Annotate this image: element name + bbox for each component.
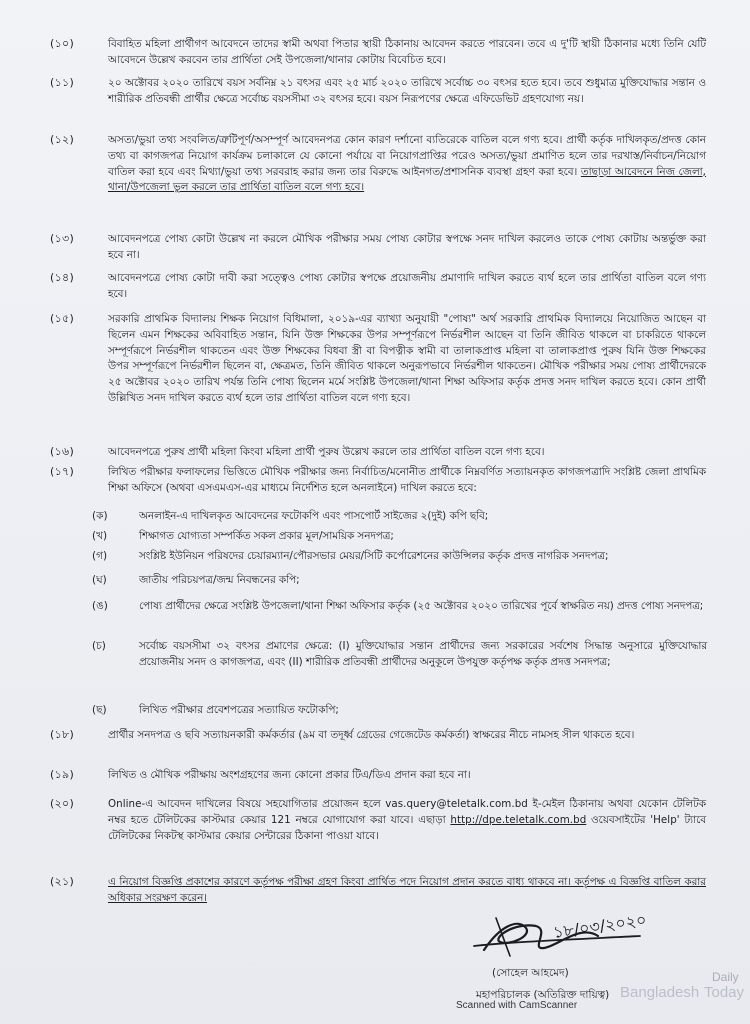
clause-number: (১৩) [50, 232, 75, 245]
subitem-text: পোষ্য প্রার্থীদের ক্ষেত্রে সংশ্লিষ্ট উপজেলা/থানা শিক্ষা অফিসার কর্তৃক (২৫ অক্টোবর ২০২০ তারিখের পূর্বে স্বাক্ষরিত নয়) প্রদত্ত পোষ্য সনদপত্র; [139, 600, 704, 612]
clause-text: আবেদনপত্রে পুরুষ প্রার্থী মহিলা কিংবা মহিলা প্রার্থী পুরুষ উল্লেখ করলে তার প্রার্থিতা বাতিল বলে গণ্য হবে। [108, 446, 545, 458]
subitem-mark: (গ) [92, 550, 108, 562]
clause-text-main: অসত্য/ভুয়া তথ্য সংবলিত/ত্রুটিপূর্ণ/অসম্পূর্ণ আবেদনপত্র কোন কারণ দর্শানো ব্যতিরেকে বাতিল বলে গণ্য হবে। প্রার্থী কর্তৃক দাখিলকৃত/প্রদত্ত কোন তথ্য বা কাগজপত্র নিয়োগ কার্যক্রম চলাকালে যে কোনো পর্যায়ে বা নিয়োগপ্রাপ্তির পরেও অসত্য/ভুয়া প্রমাণিত হলে তার দরখাস্ত/নির্বাচন/নিয়োগ বাতিল করা হবে এবং মিথ্যা/ভুয়া তথ্য সরবরাহ করার জন্য তার বিরুদ্ধে আইনগত/প্রশাসনিক ব্যবস্থা গ্রহণ করা হবে। [108, 134, 706, 178]
clause-text: ২০ অক্টোবর ২০২০ তারিখে বয়স সর্বনিম্ন ২১ বৎসর এবং ২৫ মার্চ ২০২০ তারিখে সর্বোচ্চ ৩০ বৎসর হতে হবে। তবে শুধুমাত্র মুক্তিযোদ্ধার সন্তান ও শারীরিক প্রতিবন্ধী প্রার্থীর ক্ষেত্রে সর্বোচ্চ বয়সসীমা ৩২ বৎসর হবে। বয়স নিরূপণের ক্ষেত্রে এফিডেভিট গ্রহণযোগ্য নয়। [108, 77, 706, 105]
clause-text: বিবাহিত মহিলা প্রার্থীগণ আবেদনে তাদের স্বামী অথবা পিতার স্থায়ী ঠিকানায় আবেদন করতে পারবেন। তবে এ দু'টি স্থায়ী ঠিকানার মধ্যে তিনি যেটি আবেদনে উল্লেখ করবেন তার প্রার্থিতা সেই উপজেলা/থানার কোটায় বিবেচিত হবে। [108, 38, 706, 66]
subitem-mark: (ছ) [92, 704, 107, 716]
clause-text: লিখিত পরীক্ষার ফলাফলের ভিত্তিতে মৌখিক পরীক্ষার জন্য নির্বাচিত/মনোনীত প্রার্থীকে নিম্নবর্ণিত সত্যায়নকৃত কাগজপত্রাদি সংশ্লিষ্ট জেলা প্রাথমিক শিক্ষা অফিসে (অথবা এসএমএস-এর মাধ্যমে নির্দেশিত হলে অনলাইনে) দাখিল করতে হবে: [108, 466, 706, 494]
clause-text: আবেদনপত্রে পোষ্য কোটা দাবী করা সত্ত্বেও পোষ্য কোটার স্বপক্ষে প্রয়োজনীয় প্রমাণাদি দাখিল করতে ব্যর্থ হলে তার প্রার্থিতা বাতিল বলে গণ্য হবে। [108, 272, 706, 300]
website-link[interactable]: http://dpe.teletalk.com.bd [450, 813, 587, 826]
clause-text [108, 875, 706, 907]
subitem-mark: (ঙ) [92, 600, 108, 612]
handwritten-date: ১৮/০৩/২০২০ [551, 910, 648, 942]
subitem-mark: (ক) [92, 510, 108, 522]
clause-number: (১৭) [50, 465, 75, 478]
signatory-title: মহাপরিচালক (অতিরিক্ত দায়িত্ব) [476, 989, 610, 1001]
signatory-name: (সোহেল আহমেদ) [492, 967, 569, 979]
clause-text-underlined: তাছাড়া আবেদনে নিজ জেলা, থানা/উপজেলা ভুল করলে তার প্রার্থিতা বাতিল বলে গণ্য হবে। [108, 165, 707, 194]
clause-text-a: Online-এ আবেদন দাখিলের বিষয়ে সহযোগিতার প্রয়োজন হলে vas.query@teletalk.com.bd ই-মেইল ঠিকানায় অথবা যেকোন টেলিটক নম্বর হতে টেলিটকের কাস্টমার কেয়ার 121 নম্বরে যোগাযোগ করা যাবে। এছাড়া [108, 798, 706, 826]
watermark-word: Bangladesh [620, 984, 700, 1001]
subitem-mark: (চ) [92, 640, 106, 652]
clause-number: (১৮) [50, 728, 75, 741]
watermark-logo [600, 970, 750, 1020]
clause-text-underlined: এ নিয়োগ বিজ্ঞপ্তি প্রকাশের কারণে কর্তৃপক্ষ পরীক্ষা গ্রহণ কিংবা প্রার্থিত পদে নিয়োগ প্রদান করতে বাধ্য থাকবে না। কর্তৃপক্ষ এ বিজ্ঞপ্তি বাতিল করার অধিকার সংরক্ষণ করেন। [108, 876, 706, 904]
subitem-mark: (খ) [92, 530, 108, 542]
watermark-word: Daily [712, 970, 739, 984]
clause-text: লিখিত ও মৌখিক পরীক্ষায় অংশগ্রহণের জন্য কোনো প্রকার টিএ/ডিএ প্রদান করা হবে না। [108, 769, 471, 781]
handwritten-signature [470, 906, 720, 966]
watermark-word: Today [704, 984, 745, 1001]
clause-number: (১৫) [50, 312, 75, 325]
subitem-text: শিক্ষাগত যোগ্যতা সম্পর্কিত সকল প্রকার মূল/সাময়িক সনদপত্র; [139, 530, 394, 542]
clause-number: (১৯) [50, 768, 75, 781]
subitem-text: সর্বোচ্চ বয়সসীমা ৩২ বৎসর প্রমাণের ক্ষেত্রে: (I) মুক্তিযোদ্ধার সন্তান প্রার্থীদের জন্য সরকারের সর্বশেষ সিদ্ধান্ত অনুসারে মুক্তিযোদ্ধার প্রয়োজনীয় সনদ ও কাগজপত্র, এবং (II) শারীরিক প্রতিবন্ধী প্রার্থীদের অনুকূলে উপযুক্ত কর্তৃপক্ষ কর্তৃক প্রদত্ত সনদপত্র; [139, 640, 707, 668]
scanner-label: Scanned with CamScanner [456, 1000, 578, 1011]
clause-number: (১২) [50, 133, 75, 146]
clause-text [108, 797, 706, 844]
subitem-mark: (ঘ) [92, 574, 107, 586]
subitem-text: সংশ্লিষ্ট ইউনিয়ন পরিষদের চেয়ারম্যান/পৌরসভার মেয়র/সিটি কর্পোরেশনের কাউন্সিলর কর্তৃক প্রদত্ত নাগরিক সনদপত্র; [139, 550, 609, 562]
clause-text: আবেদনপত্রে পোষ্য কোটা উল্লেখ না করলে মৌখিক পরীক্ষার সময় পোষ্য কোটার স্বপক্ষে সনদ দাখিল করলেও তাকে পোষ্য কোটায় অন্তর্ভুক্ত করা হবে না। [108, 233, 706, 261]
clause-text [108, 133, 706, 196]
subitem-text: জাতীয় পরিচয়পত্র/জন্ম নিবন্ধনের কপি; [139, 574, 300, 586]
clause-number: (১৬) [50, 445, 75, 458]
subitem-text: অনলাইন-এ দাখিলকৃত আবেদনের ফটোকপি এবং পাসপোর্ট সাইজের ২(দুই) কপি ছবি; [139, 510, 489, 522]
clause-text-b: ওয়েবসাইটের 'Help' ট্যাবে টেলিটকের নিকটস্থ কাস্টমার কেয়ার সেন্টারের ঠিকানা পাওয়া যাবে। [108, 813, 706, 842]
clause-number: (২০) [50, 797, 75, 810]
clause-text: সরকারি প্রাথমিক বিদ্যালয় শিক্ষক নিয়োগ বিধিমালা, ২০১৯-এর ব্যাখ্যা অনুযায়ী "পোষ্য" অর্থ সরকারি প্রাথমিক বিদ্যালয়ে নিয়োজিত আছেন বা ছিলেন এমন শিক্ষকের অবিবাহিত সন্তান, যিনি উক্ত শিক্ষকের উপর সম্পূর্ণরূপে নির্ভরশীল আছেন বা তিনি জীবিত থাকলে বা চাকরিতে থাকলে সম্পূর্ণরূপে নির্ভরশীল থাকতেন এবং উক্ত শিক্ষকের বিধবা স্ত্রী বা বিপত্নীক স্বামী বা তালাকপ্রাপ্ত মহিলা বা তালাকপ্রাপ্ত পুরুষ যিনি উক্ত শিক্ষকের উপর সম্পূর্ণরূপে নির্ভরশীল ছিলেন বা, ক্ষেত্রমত, তিনি জীবিত থাকলে অনুরূপভাবে নির্ভরশীল থাকতেন। মৌখিক পরীক্ষার সময় পোষ্য প্রার্থীদেরকে ২৫ অক্টোবর ২০২০ তারিখ পর্যন্ত তিনি পোষ্য ছিলেন মর্মে সংশ্লিষ্ট উপজেলা/থানা শিক্ষা অফিসার কর্তৃক প্রদত্ত সনদ দাখিল করতে হবে। কোন প্রার্থী উল্লিখিত সনদ দাখিল করতে ব্যর্থ হলে তার প্রার্থিতা বাতিল বলে গণ্য হবে। [108, 313, 706, 404]
clause-text: প্রার্থীর সনদপত্র ও ছবি সত্যায়নকারী কর্মকর্তার (৯ম বা তদূর্ধ্ব গ্রেডের গেজেটেড কর্মকর্তা) স্বাক্ষরের নীচে নামসহ সীল থাকতে হবে। [108, 729, 635, 741]
clause-number: (২১) [50, 875, 75, 888]
subitem-text: লিখিত পরীক্ষার প্রবেশপত্রের সত্যায়িত ফটোকপি; [139, 704, 339, 716]
clause-number: (১০) [50, 37, 75, 50]
clause-number: (১৪) [50, 271, 75, 284]
clause-number: (১১) [50, 76, 75, 89]
